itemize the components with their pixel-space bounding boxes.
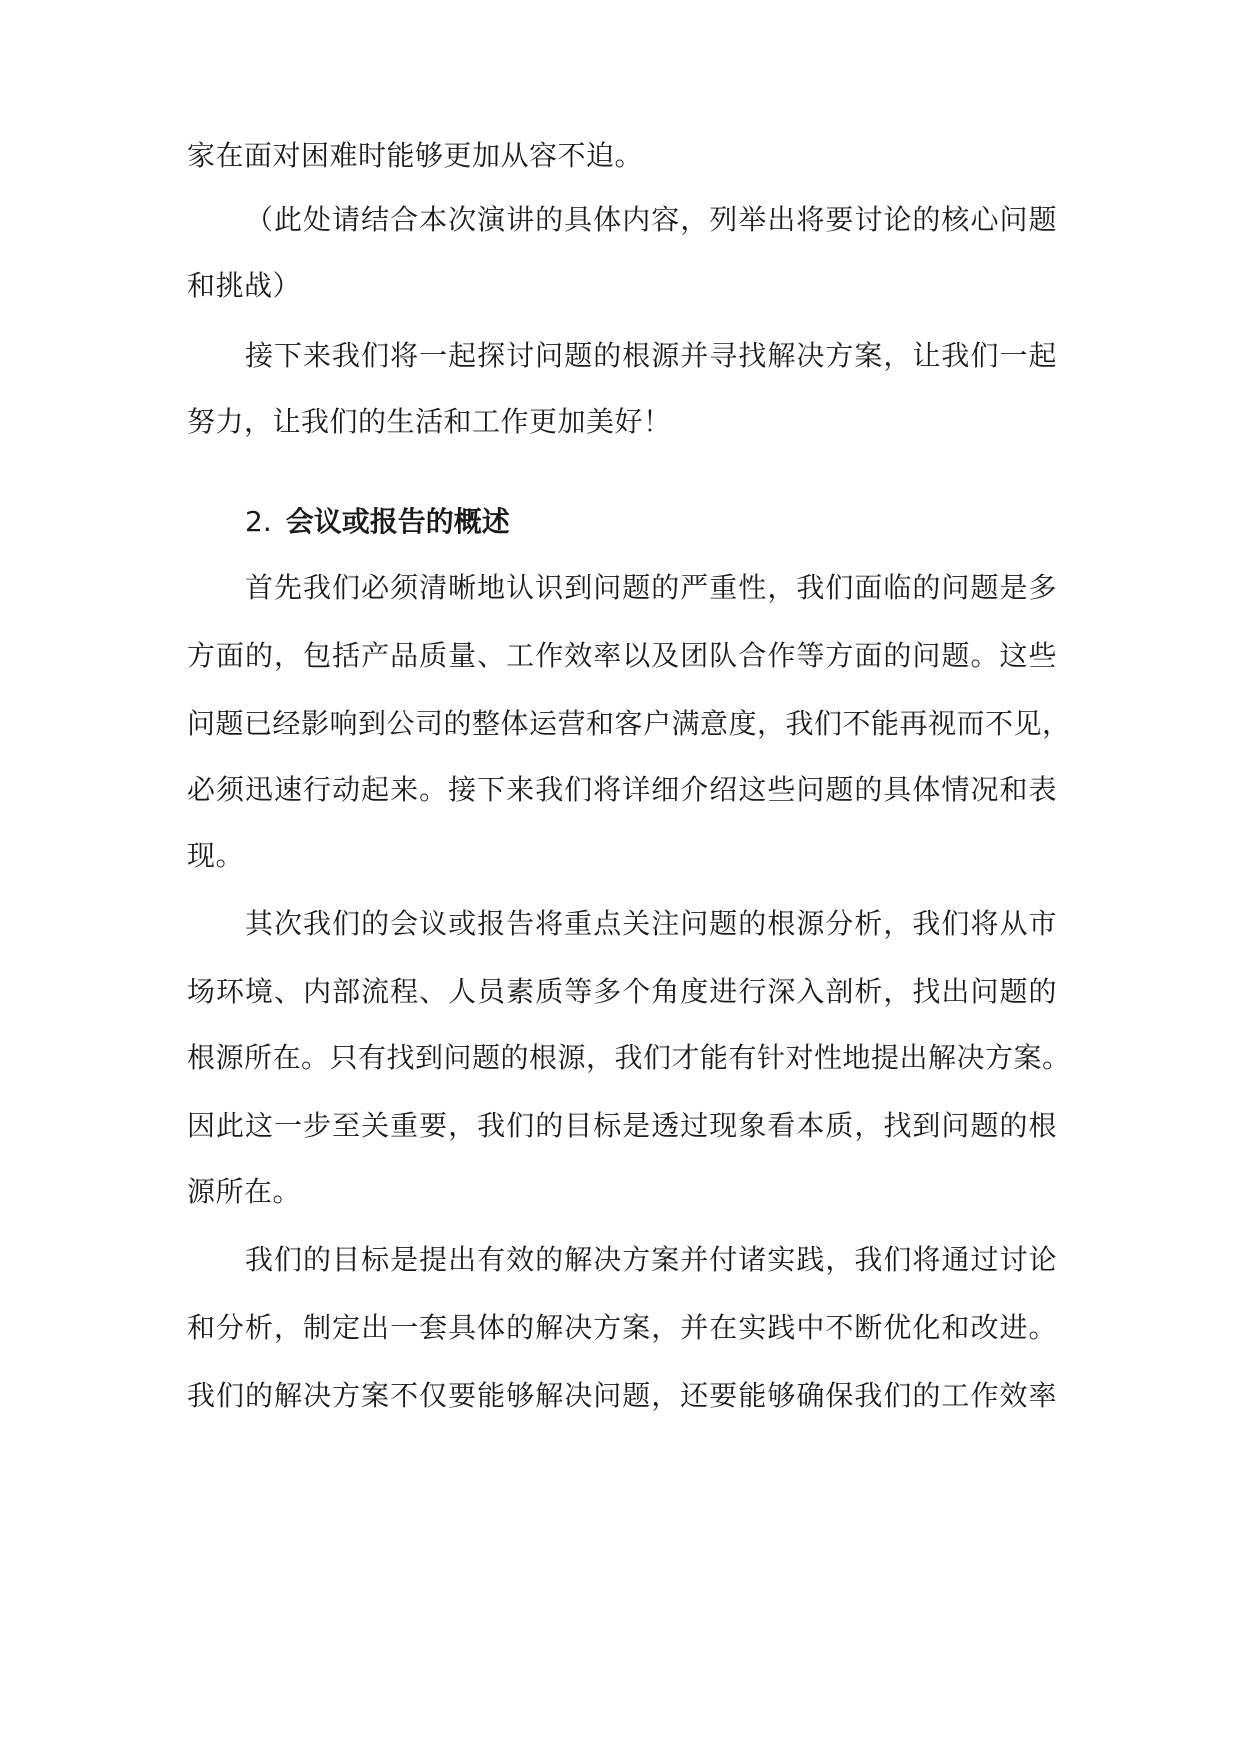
intro-line-1: 家在面对困难时能够更加从容不迫。: [187, 139, 644, 172]
para2-line-3: 根源所在。只有找到问题的根源，我们才能有针对性地提出解决方案。: [187, 1041, 1071, 1074]
intro-line-2: （此处请结合本次演讲的具体内容，列举出将要讨论的核心问题: [245, 203, 1057, 236]
para1-line-4: 必须迅速行动起来。接下来我们将详细介绍这些问题的具体情况和表: [187, 773, 1057, 806]
section-number: 2.: [245, 505, 272, 538]
para3-line-2: 和分析，制定出一套具体的解决方案，并在实践中不断优化和改进。: [187, 1311, 1057, 1344]
para3-line-3: 我们的解决方案不仅要能够解决问题，还要能够确保我们的工作效率: [187, 1379, 1057, 1412]
para3-line-1: 我们的目标是提出有效的解决方案并付诸实践，我们将通过讨论: [245, 1243, 1057, 1276]
para1-line-3: 问题已经影响到公司的整体运营和客户满意度，我们不能再视而不见，: [187, 707, 1071, 740]
intro-line-4: 接下来我们将一起探讨问题的根源并寻找解决方案，让我们一起: [245, 339, 1057, 372]
para1-line-5: 现。: [187, 839, 245, 872]
section-heading: [245, 502, 510, 542]
para2-line-1: 其次我们的会议或报告将重点关注问题的根源分析，我们将从市: [245, 907, 1057, 940]
intro-line-3: 和挑战）: [187, 269, 302, 302]
para1-line-2: 方面的，包括产品质量、工作效率以及团队合作等方面的问题。这些: [187, 639, 1057, 672]
para1-line-1: 首先我们必须清晰地认识到问题的严重性，我们面临的问题是多: [245, 571, 1057, 604]
para2-line-4: 因此这一步至关重要，我们的目标是透过现象看本质，找到问题的根: [187, 1109, 1057, 1142]
para2-line-2: 场环境、内部流程、人员素质等多个角度进行深入剖析，找出问题的: [187, 975, 1057, 1008]
section-title: 会议或报告的概述: [285, 505, 510, 538]
para2-line-5: 源所在。: [187, 1175, 302, 1208]
intro-line-5: 努力，让我们的生活和工作更加美好！: [187, 405, 672, 438]
